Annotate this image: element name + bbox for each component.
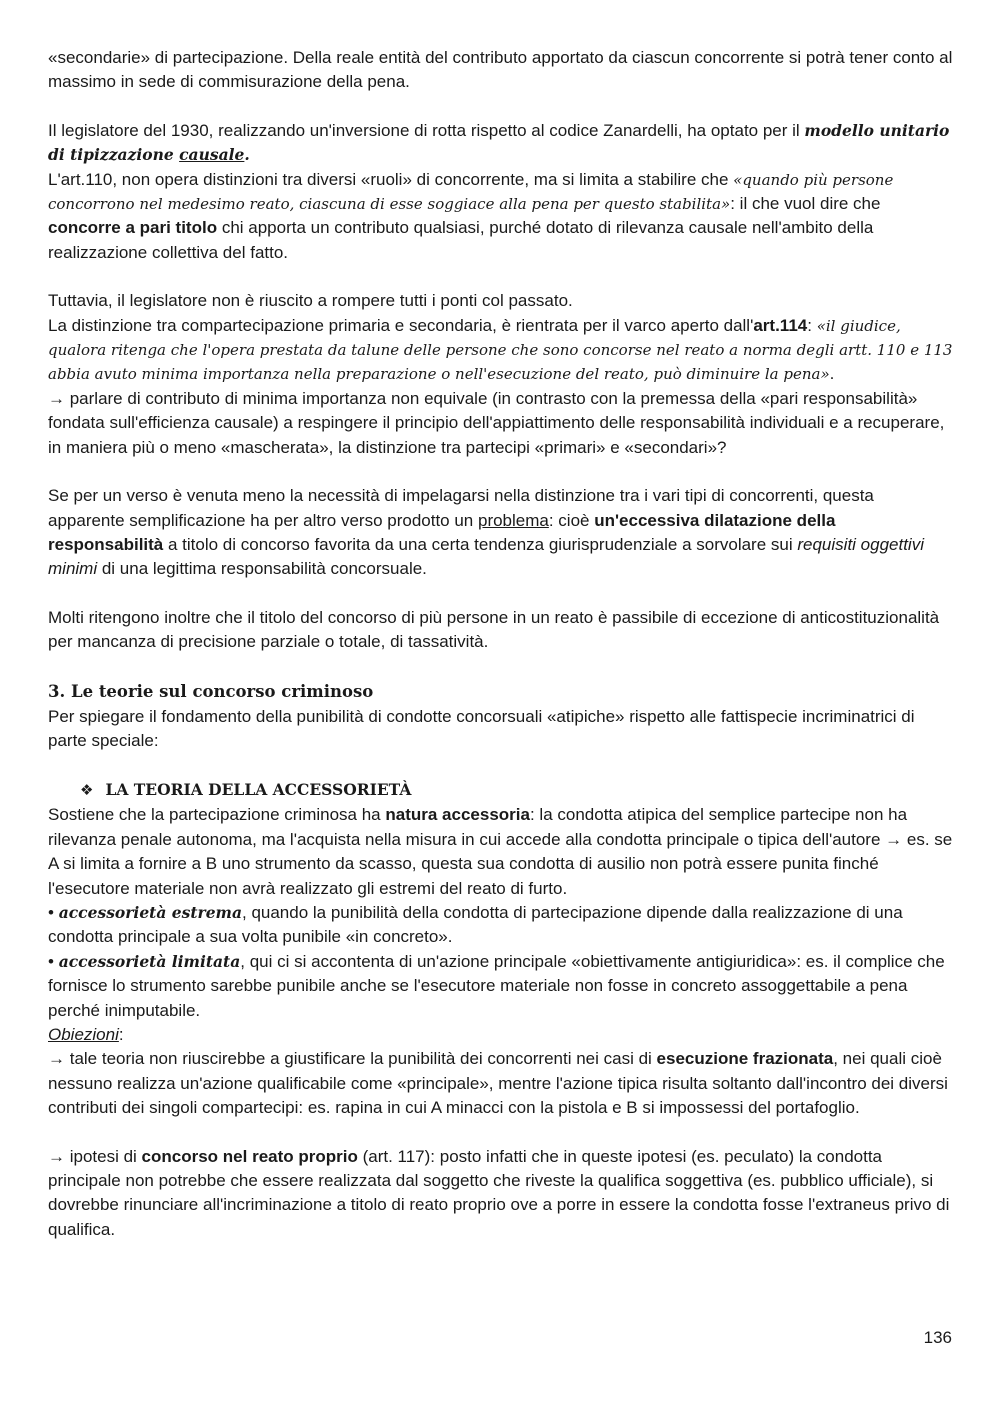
bold-art-114: art.114 — [753, 315, 808, 335]
bold-natura-accessoria: natura accessoria — [385, 805, 530, 825]
paragraph-accessory-nature — [48, 803, 953, 901]
text-run: Tuttavia, il legislatore non è riuscito a rompere tutti i ponti col passato. — [48, 291, 573, 311]
text-run: (art. 117): posto infatti che in queste ipotesi (es. peculato) la condotta principale non potrebbe che essere realizzata dal soggetto che riveste la qualifica soggettiva (es. pubblico ufficiale), si dovrebbe rinunciare all'incriminazione a titolo di reato proprio ove a porre in essere la condotta fosse l'extraneus privo di qualifica. — [48, 1146, 950, 1239]
term-extreme: accessorietà estrema — [58, 902, 242, 922]
paragraph-legislator-1930 — [48, 119, 953, 168]
text-run: → ipotesi di — [48, 1146, 142, 1166]
text-run: di una legittima responsabilità concorsuale. — [97, 559, 427, 579]
text-run: , qui ci si accontenta di un'azione principale «obiettivamente antigiuridica»: es. il complice che fornisce lo strumento sarebbe punibile anche se l'esecutore materiale non fosse in concreto assoggettabile a pena perché inimputabile. — [48, 951, 945, 1020]
list-item-limited-accessoriness — [48, 950, 953, 1023]
text-run: La distinzione tra compartecipazione primaria e secondaria, è rientrata per il varco aperto dall' — [48, 315, 754, 335]
paragraph-art-114 — [48, 314, 953, 387]
subsection-heading — [80, 777, 953, 803]
bold-split-execution: esecuzione frazionata — [656, 1049, 834, 1069]
paragraph-proper-crime — [48, 1145, 953, 1243]
text-run: Molti ritengono inoltre che il titolo del concorso di più persone in un reato è passibile di eccezione di anticostituzionalità per mancanza di precisione parziale o totale, di tassatività. — [48, 607, 940, 652]
text-run: Se per un verso è venuta meno la necessità di impelagarsi nella distinzione tra i vari tipi di concorrenti, questa apparente semplificazione ha per altro verso prodotto un — [48, 486, 874, 530]
bullet-icon: • — [48, 902, 59, 922]
emphasis-causal: causale — [179, 145, 245, 165]
bold-proper-crime: concorso nel reato proprio — [141, 1146, 358, 1166]
paragraph-objections-label — [48, 1023, 953, 1047]
text-run: → tale teoria non riuscirebbe a giustificare la punibilità dei concorrenti nei casi di — [48, 1049, 657, 1069]
text-run: : il che vuol dire che — [730, 194, 881, 214]
subsection-title: LA TEORIA DELLA ACCESSORIETÀ — [105, 780, 412, 800]
text-run: , quando la punibilità della condotta di partecipazione dipende dalla realizzazione di una condotta principale a sua volta punibile «in concreto». — [48, 902, 903, 947]
text-run: : cioè — [548, 510, 595, 530]
paragraph-secondary-participation — [48, 46, 953, 95]
term-limited: accessorietà limitata — [58, 951, 241, 971]
list-item-extreme-accessoriness — [48, 901, 953, 950]
bullet-icon: • — [48, 951, 59, 971]
paragraph-minimal-contribution — [48, 387, 953, 460]
paragraph-bridges — [48, 289, 953, 313]
quote-art-114: «il giudice, qualora ritenga che l'opera prestata da talune delle persone che sono concorse nel reato a norma degli artt. 110 e 113 abbia avuto minima importanza nella preparazione o nell'esecuzione del reato, può diminuire la pena» — [48, 316, 953, 384]
quote-art-110: «quando più persone concorrono nel medesimo reato, ciascuna di esse soggiace alla pena per questo stabilita» — [48, 170, 894, 214]
paragraph-split-execution — [48, 1047, 953, 1120]
text-run: Per spiegare il fondamento della punibilità di condotte concorsuali «atipiche» rispetto alle fattispecie incriminatrici di parte speciale: — [48, 706, 915, 750]
section-heading: 3. Le teorie sul concorso criminoso — [48, 681, 374, 701]
diamond-bullet-icon: ❖ — [80, 781, 94, 800]
text-run: , nei quali cioè nessuno realizza un'azione qualificabile come «principale», mentre l'azione tipica risulta soltanto dall'incontro dei diversi contributi dei singoli compartecipi: es. rapina in cui A minacci con la pistola e B si impossessi del portafoglio. — [48, 1049, 948, 1118]
emphasis-model: modello unitario di tipizzazione — [48, 120, 950, 165]
text-run: «secondarie» di partecipazione. Della reale entità del contributo apportato da ciascun concorrente si potrà tener conto al massimo in sede di commisurazione della pena. — [48, 48, 953, 92]
text-run: : la condotta atipica del semplice partecipe non ha rilevanza penale autonoma, ma l'acquista nella misura in cui accede alla condotta principale o tipica dell'autore → es. se A si limita a fornire a B uno strumento da scasso, questa sua condotta di ausilio non potrà essere punita finché l'esecutore materiale non avrà realizzato gli estremi del reato di furto. — [48, 805, 953, 898]
text-run: chi apporta un contributo qualsiasi, purché dotato di rilevanza causale nell'ambito della realizzazione collettiva del fatto. — [48, 218, 874, 262]
paragraph-art-110 — [48, 168, 953, 266]
text-run: → parlare di contributo di minima importanza non equivale (in contrasto con la premessa della «pari responsabilità» fondata sull'efficienza causale) a respingere il principio dell'appiattimento delle responsabilità individuali e a recuperare, in maniera più o meno «mascherata», la distinzione tra partecipi «primari» e «secondari»? — [48, 388, 945, 457]
paragraph-unconstitutionality — [48, 606, 953, 655]
text-run: Sostiene che la partecipazione criminosa ha — [48, 805, 386, 825]
paragraph-theories-intro — [48, 705, 953, 754]
objections-label: Obiezioni — [48, 1025, 119, 1044]
text-run: : — [807, 315, 817, 335]
bold-pari-titolo: concorre a pari titolo — [48, 218, 218, 238]
text-run: . — [829, 364, 835, 384]
document-page — [48, 46, 953, 1242]
italic-requirements: requisiti oggettivi minimi — [48, 534, 924, 579]
bold-dilatation: un'eccessiva dilatazione della responsabilità — [48, 510, 836, 554]
text-run: . — [244, 145, 250, 165]
text-run: Il legislatore del 1930, realizzando un'inversione di rotta rispetto al codice Zanardelli, ha optato per il — [48, 120, 805, 140]
underline-problema: problema — [477, 510, 549, 530]
text-run: L'art.110, non opera distinzioni tra diversi «ruoli» di concorrente, ma si limita a stabilire che — [48, 169, 734, 189]
text-run: : — [118, 1025, 124, 1044]
paragraph-problem — [48, 484, 953, 582]
page-number: 136 — [923, 1328, 952, 1347]
text-run: a titolo di concorso favorita da una certa tendenza giurisprudenziale a sorvolare sui — [163, 534, 798, 554]
